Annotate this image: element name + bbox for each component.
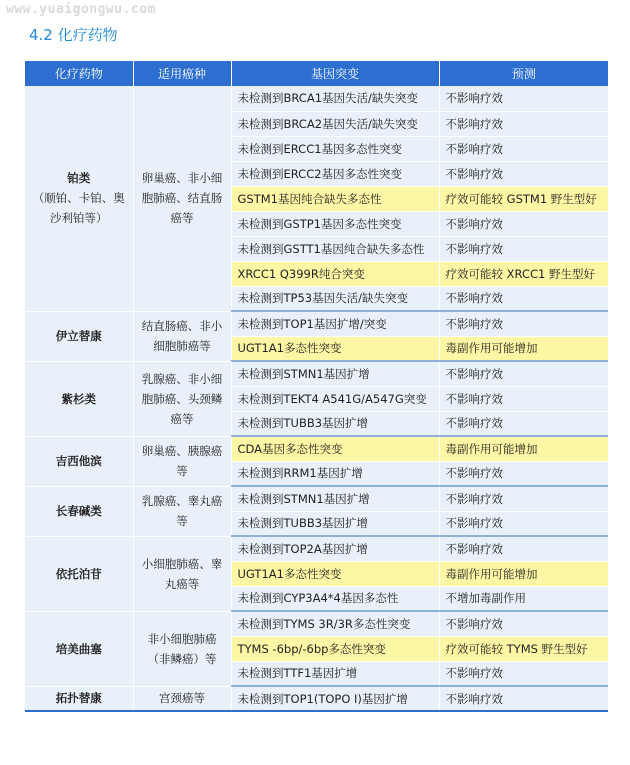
drug-cell [25,686,133,711]
gene-mutation-cell: UGT1A1多态性突变 [231,336,439,361]
gene-mutation-cell: 未检测到TUBB3基因扩增 [231,511,439,536]
prediction-cell: 不影响疗效 [439,611,608,636]
chemo-drug-table [25,61,608,712]
prediction-cell: 不影响疗效 [439,386,608,411]
table-row [25,611,608,636]
gene-mutation-cell: 未检测到ERCC1基因多态性突变 [231,136,439,161]
drug-name: 吉西他滨 [55,454,102,468]
prediction-cell: 毒副作用可能增加 [439,336,608,361]
prediction-cell: 不影响疗效 [439,311,608,336]
gene-mutation-cell: 未检测到TOP2A基因扩增 [231,536,439,561]
prediction-cell: 毒副作用可能增加 [439,436,608,461]
gene-mutation-cell: 未检测到TYMS 3R/3R多态性突变 [231,611,439,636]
drug-cell [25,436,133,486]
gene-mutation-cell: 未检测到TOP1(TOPO I)基因扩增 [231,686,439,711]
table-row [25,536,608,561]
table-row [25,311,608,336]
drug-name: 伊立替康 [55,329,102,343]
prediction-cell: 不影响疗效 [439,686,608,711]
header-gene: 基因突变 [231,61,439,86]
prediction-cell: 疗效可能较 GSTM1 野生型好 [439,186,608,211]
drug-name: 长春碱类 [55,504,102,518]
header-cancer: 适用癌种 [133,61,231,86]
drug-cell [25,86,133,311]
cancer-type-cell: 乳腺癌、睾丸癌等 [133,486,231,536]
prediction-cell: 不影响疗效 [439,86,608,111]
cancer-type-cell: 小细胞肺癌、睾丸癌等 [133,536,231,611]
drug-name: 紫杉类 [61,391,96,406]
prediction-cell: 不影响疗效 [439,211,608,236]
prediction-cell: 疗效可能较 TYMS 野生型好 [439,636,608,661]
table-row [25,361,608,386]
cancer-type-cell: 乳腺癌、非小细胞肺癌、头颈鳞癌等 [133,361,231,436]
header-prediction: 预测 [439,61,608,86]
gene-mutation-cell: GSTM1基因纯合缺失多态性 [231,186,439,211]
drug-name: 培美曲塞 [55,641,102,656]
gene-mutation-cell: 未检测到TOP1基因扩增/突变 [231,311,439,336]
cancer-type-cell: 宫颈癌等 [133,686,231,711]
table-header-row [25,61,608,86]
prediction-cell: 不影响疗效 [439,411,608,436]
table-row [25,486,608,511]
gene-mutation-cell: 未检测到ERCC2基因多态性突变 [231,161,439,186]
prediction-cell: 不影响疗效 [439,161,608,186]
gene-mutation-cell: 未检测到TEKT4 A541G/A547G突变 [231,386,439,411]
cancer-type-cell: 卵巢癌、非小细胞肺癌、结直肠癌等 [133,86,231,311]
drug-cell [25,536,133,611]
gene-mutation-cell: 未检测到STMN1基因扩增 [231,361,439,386]
drug-cell [25,611,133,686]
prediction-cell: 毒副作用可能增加 [439,561,608,586]
prediction-cell: 不影响疗效 [439,511,608,536]
prediction-cell: 不影响疗效 [439,361,608,386]
prediction-cell: 不影响疗效 [439,286,608,311]
cancer-type-cell: 卵巢癌、胰腺癌等 [133,436,231,486]
drug-name: 拓扑替康 [55,691,102,706]
table-row [25,686,608,711]
gene-mutation-cell: 未检测到TTF1基因扩增 [231,661,439,686]
section-title: 4.2 化疗药物 [29,26,118,44]
cancer-type-cell: 结直肠癌、非小细胞肺癌等 [133,311,231,361]
gene-mutation-cell: 未检测到TUBB3基因扩增 [231,411,439,436]
prediction-cell: 不影响疗效 [439,461,608,486]
watermark: www.yuaigongwu.com [6,2,156,17]
gene-mutation-cell: UGT1A1多态性突变 [231,561,439,586]
prediction-cell: 不影响疗效 [439,486,608,511]
table-row [25,436,608,461]
prediction-cell: 疗效可能较 XRCC1 野生型好 [439,261,608,286]
gene-mutation-cell: 未检测到STMN1基因扩增 [231,486,439,511]
gene-mutation-cell: XRCC1 Q399R纯合突变 [231,261,439,286]
drug-cell [25,486,133,536]
prediction-cell: 不影响疗效 [439,661,608,686]
drug-cell [25,361,133,436]
gene-mutation-cell: 未检测到CYP3A4*4基因多态性 [231,586,439,611]
gene-mutation-cell: TYMS -6bp/-6bp多态性突变 [231,636,439,661]
drug-cell [25,311,133,361]
header-drug: 化疗药物 [25,61,133,86]
drug-name: 依托泊苷 [55,566,102,581]
table-body [25,86,608,711]
drug-name: 铂类 [67,171,91,186]
prediction-cell: 不影响疗效 [439,236,608,261]
gene-mutation-cell: 未检测到RRM1基因扩增 [231,461,439,486]
cancer-type-cell: 非小细胞肺癌（非鳞癌）等 [133,611,231,686]
gene-mutation-cell: 未检测到BRCA2基因失活/缺失突变 [231,111,439,136]
drug-note: （顺铂、卡铂、奥沙利铂等） [32,191,125,226]
gene-mutation-cell: 未检测到TP53基因失活/缺失突变 [231,286,439,311]
gene-mutation-cell: 未检测到BRCA1基因失活/缺失突变 [231,86,439,111]
prediction-cell: 不影响疗效 [439,136,608,161]
prediction-cell: 不增加毒副作用 [439,586,608,611]
gene-mutation-cell: 未检测到GSTT1基因纯合缺失多态性 [231,236,439,261]
prediction-cell: 不影响疗效 [439,111,608,136]
prediction-cell: 不影响疗效 [439,536,608,561]
gene-mutation-cell: CDA基因多态性突变 [231,436,439,461]
table-row [25,86,608,111]
gene-mutation-cell: 未检测到GSTP1基因多态性突变 [231,211,439,236]
